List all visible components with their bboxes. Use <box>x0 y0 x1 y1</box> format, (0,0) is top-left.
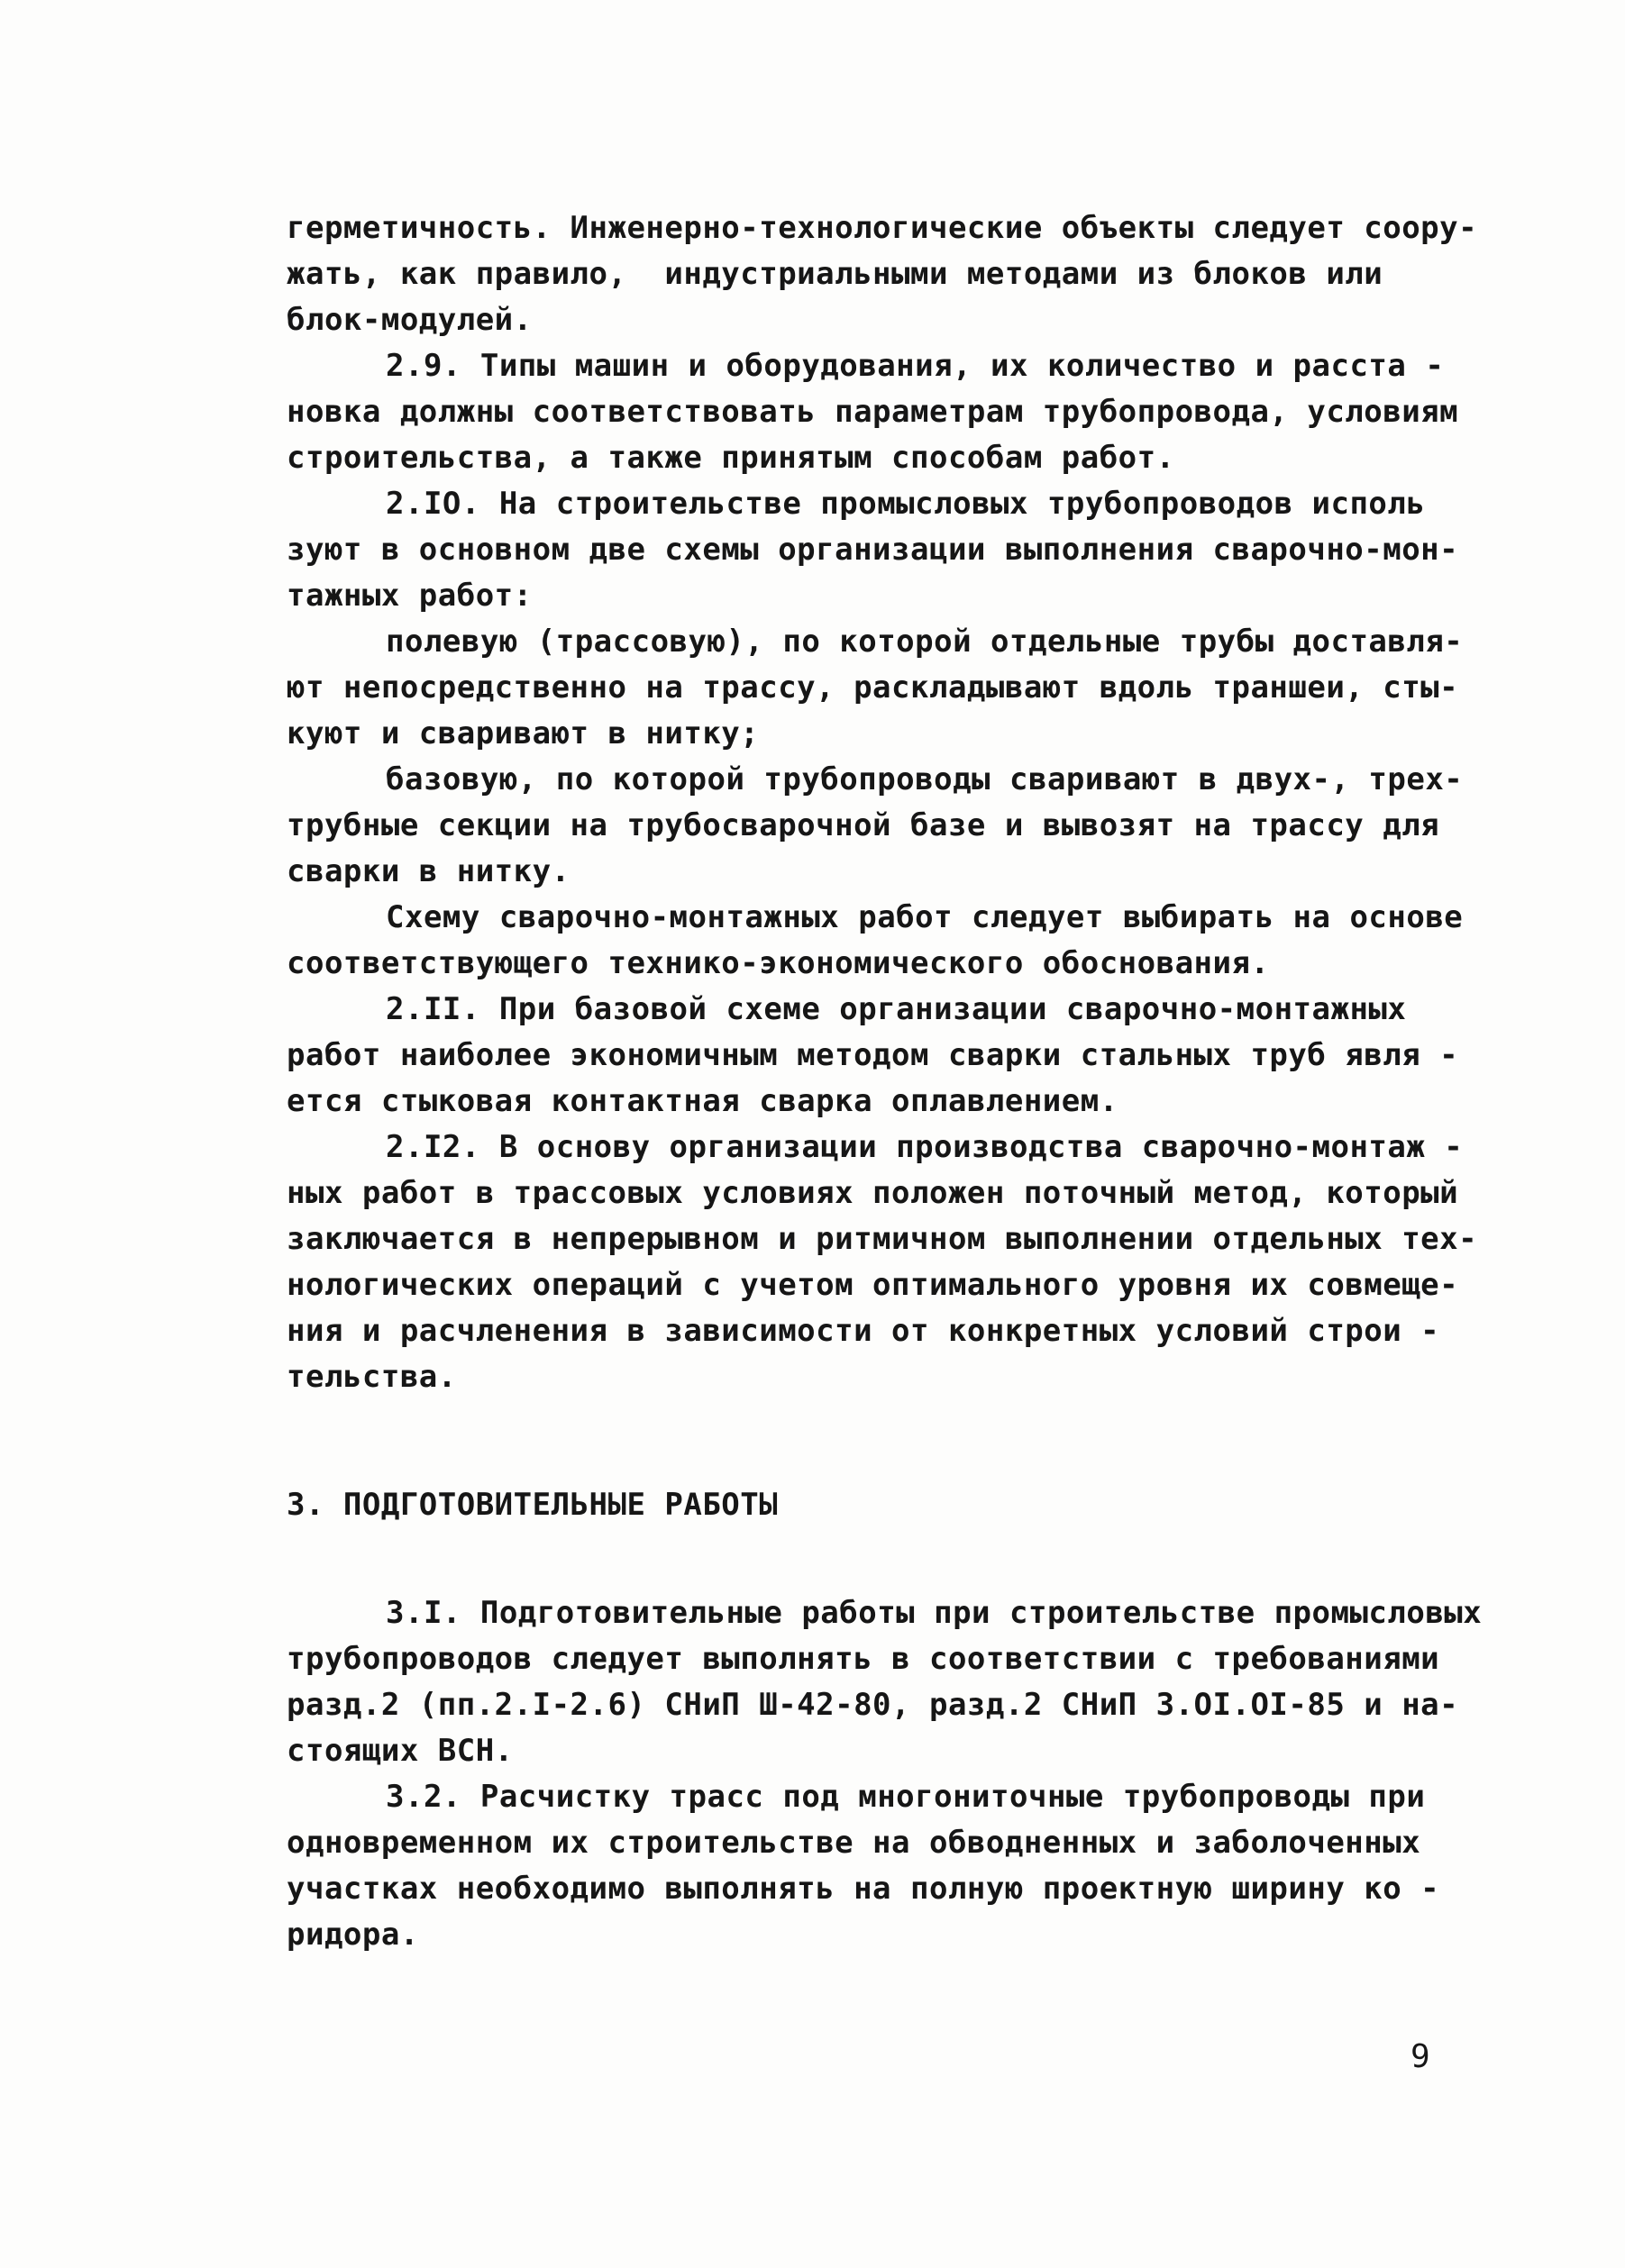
text-line: ридора. <box>287 1917 419 1953</box>
text-line: трубопроводов следует выполнять в соответствии с требованиями <box>287 1641 1440 1677</box>
body-text-block-2 <box>287 1590 1483 1958</box>
text-line: 3.I. Подготовительные работы при строительстве промысловых <box>386 1595 1483 1631</box>
text-line: 2.II. При базовой схеме организации сварочно-монтажных <box>386 991 1407 1027</box>
text-line: соответствующего технико-экономического обоснования. <box>287 945 1270 981</box>
body-text-block-1 <box>287 205 1478 1400</box>
text-line: новка должны соответствовать параметрам трубопровода, условиям <box>287 394 1459 430</box>
text-line: нологических операций с учетом оптимального уровня их совмеще- <box>287 1267 1459 1303</box>
text-line: участках необходимо выполнять на полную проектную ширину ко - <box>287 1871 1440 1907</box>
text-line: 3.2. Расчистку трасс под многониточные трубопроводы при <box>386 1779 1426 1815</box>
text-line: базовую, по которой трубопроводы сваривают в двух-, трех- <box>386 761 1464 797</box>
section-heading: 3. ПОДГОТОВИТЕЛЬНЫЕ РАБОТЫ <box>287 1487 779 1523</box>
text-line: заключается в непрерывном и ритмичном выполнении отдельных тех- <box>287 1221 1478 1257</box>
page-number: 9 <box>1410 2038 1430 2075</box>
text-line: жать, как правило, индустриальными методами из блоков или <box>287 256 1383 292</box>
text-line: Схему сварочно-монтажных работ следует выбирать на основе <box>386 899 1464 935</box>
text-line: работ наиболее экономичным методом сварки стальных труб явля - <box>287 1037 1459 1073</box>
text-line: ных работ в трассовых условиях положен поточный метод, который <box>287 1175 1459 1211</box>
text-line: 2.IO. На строительстве промысловых трубопроводов исполь <box>386 486 1426 522</box>
text-line: тажных работ: <box>287 578 533 614</box>
text-line: строительства, а также принятым способам работ. <box>287 440 1175 476</box>
text-line: ют непосредственно на трассу, раскладывают вдоль траншеи, сты- <box>287 669 1459 706</box>
text-line: тельства. <box>287 1359 457 1395</box>
text-line: ется стыковая контактная сварка оплавлением. <box>287 1083 1118 1119</box>
text-line: полевую (трассовую), по которой отдельные трубы доставля- <box>386 624 1464 660</box>
text-line: 2.I2. В основу организации производства сварочно-монтаж - <box>386 1129 1464 1165</box>
text-line: куют и сваривают в нитку; <box>287 715 760 751</box>
text-line: зуют в основном две схемы организации выполнения сварочно-мон- <box>287 532 1459 568</box>
text-line: блок-модулей. <box>287 302 533 338</box>
text-line: трубные секции на трубосварочной базе и вывозят на трассу для <box>287 807 1440 843</box>
text-line: герметичность. Инженерно-технологические объекты следует соору- <box>287 210 1478 246</box>
text-line: одновременном их строительстве на обводненных и заболоченных <box>287 1825 1421 1861</box>
text-line: ния и расчленения в зависимости от конкретных условий строи - <box>287 1313 1440 1349</box>
text-line: стоящих ВСН. <box>287 1733 514 1769</box>
text-line: 2.9. Типы машин и оборудования, их количество и расста - <box>386 348 1445 384</box>
text-line: сварки в нитку. <box>287 853 571 889</box>
text-line: разд.2 (пп.2.I-2.6) СНиП Ш-42-80, разд.2 СНиП 3.OI.OI-85 и на- <box>287 1687 1459 1723</box>
